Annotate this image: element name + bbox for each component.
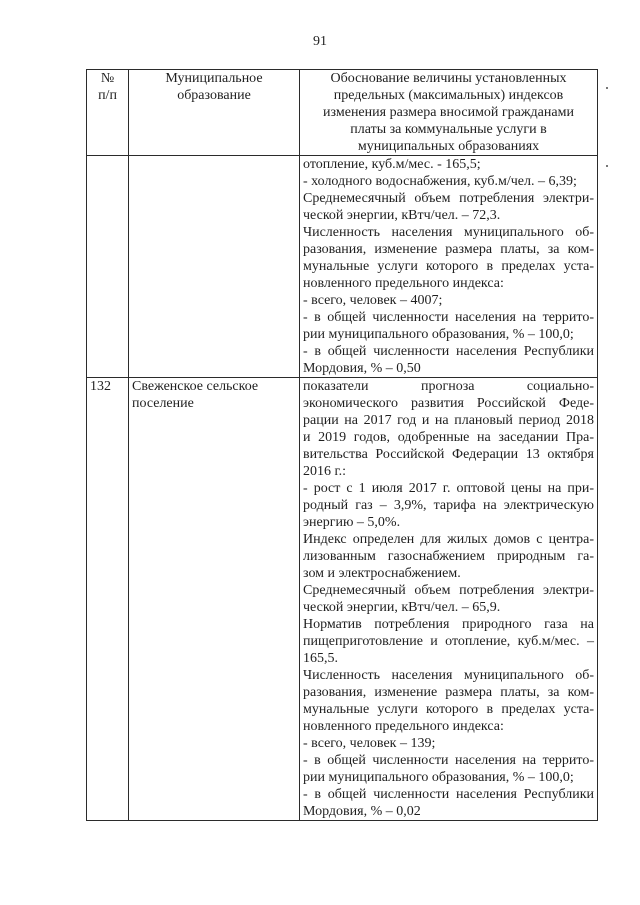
justification-line: - в общей численности населения на террито- bbox=[303, 753, 594, 768]
justification-line: Среднемесячный объем потребления электри- bbox=[303, 191, 594, 206]
header-municipality-text: Муниципальное образование bbox=[165, 71, 263, 103]
page-number: 91 bbox=[313, 34, 327, 49]
justification-line: Численность населения муниципального об- bbox=[303, 225, 594, 240]
justification-line: ческой энергии, кВтч/чел. – 65,9. bbox=[303, 600, 501, 615]
justification-line: рии муниципального образования, % – 100,0; bbox=[303, 770, 574, 785]
header-municipality bbox=[129, 70, 300, 156]
justification-line: - в общей численности населения Республики bbox=[303, 787, 594, 802]
header-num-text: № п/п bbox=[98, 71, 117, 103]
table-row bbox=[87, 156, 598, 378]
header-justification-text: Обоснование величины установленных предельных (максимальных) индексов изменения размера вносимой гражданами платы за коммунальные услуги в муниципальных образованиях bbox=[323, 71, 574, 154]
justification-line: экономического развития Российской Феде- bbox=[303, 396, 594, 411]
justification-line: отопление, куб.м/мес. - 165,5; bbox=[303, 157, 481, 172]
header-justification bbox=[300, 70, 598, 156]
justification-line: разования, изменение размера платы, за ком- bbox=[303, 242, 594, 257]
row-municipality bbox=[129, 156, 300, 378]
justification-line: - в общей численности населения Республики bbox=[303, 344, 594, 359]
scan-speck bbox=[606, 165, 608, 167]
justification-line: - всего, человек – 4007; bbox=[303, 293, 443, 308]
table-header-row bbox=[87, 70, 598, 156]
row-municipality: Свеженское сельское поселение bbox=[129, 378, 300, 821]
justification-line: зом и электроснабжением. bbox=[303, 566, 461, 581]
justification-line: рации на 2017 год и на плановый период 2018 bbox=[303, 413, 594, 428]
justification-line: мунальные услуги которого в пределах уста- bbox=[303, 259, 594, 274]
justification-line: рии муниципального образования, % – 100,0; bbox=[303, 327, 574, 342]
row-justification bbox=[300, 156, 598, 378]
justification-line: и 2019 годов, одобренные на заседании Пра- bbox=[303, 430, 594, 445]
justification-line: пищеприготовление и отопление, куб.м/мес. – bbox=[303, 634, 594, 649]
justification-line: разования, изменение размера платы, за ком- bbox=[303, 685, 594, 700]
justification-line: Мордовия, % – 0,50 bbox=[303, 361, 421, 376]
scan-speck bbox=[606, 87, 608, 89]
row-number bbox=[87, 156, 129, 378]
justification-line: новленного предельного индекса: bbox=[303, 719, 504, 734]
justification-line: 2016 г.: bbox=[303, 464, 347, 479]
justification-line: Мордовия, % – 0,02 bbox=[303, 804, 421, 819]
justification-line: энергию – 5,0%. bbox=[303, 515, 401, 530]
justification-line: Индекс определен для жилых домов с центра- bbox=[303, 532, 594, 547]
justification-line: Норматив потребления природного газа на bbox=[303, 617, 594, 632]
row-justification bbox=[300, 378, 598, 821]
justification-line: родный газ – 3,9%, тарифа на электрическую bbox=[303, 498, 594, 513]
header-num bbox=[87, 70, 129, 156]
justification-line: Численность населения муниципального об- bbox=[303, 668, 594, 683]
justification-line: Среднемесячный объем потребления электри- bbox=[303, 583, 594, 598]
justification-line: показатели прогноза социально- bbox=[303, 379, 594, 394]
justification-line: - всего, человек – 139; bbox=[303, 736, 436, 751]
tariff-index-table bbox=[86, 69, 598, 821]
justification-line: мунальные услуги которого в пределах уста- bbox=[303, 702, 594, 717]
justification-line: 165,5. bbox=[303, 651, 338, 666]
justification-lines bbox=[303, 378, 594, 820]
justification-line: - рост с 1 июля 2017 г. оптовой цены на при- bbox=[303, 481, 594, 496]
justification-line: новленного предельного индекса: bbox=[303, 276, 504, 291]
justification-line: - холодного водоснабжения, куб.м/чел. – 6,39; bbox=[303, 174, 577, 189]
justification-line: ческой энергии, кВтч/чел. – 72,3. bbox=[303, 208, 501, 223]
table-row bbox=[87, 378, 598, 821]
justification-line: лизованным газоснабжением природным га- bbox=[303, 549, 594, 564]
justification-line: - в общей численности населения на террито- bbox=[303, 310, 594, 325]
justification-lines bbox=[303, 156, 594, 377]
justification-line: вительства Российской Федерации 13 октября bbox=[303, 447, 594, 462]
row-number: 132 bbox=[87, 378, 129, 821]
